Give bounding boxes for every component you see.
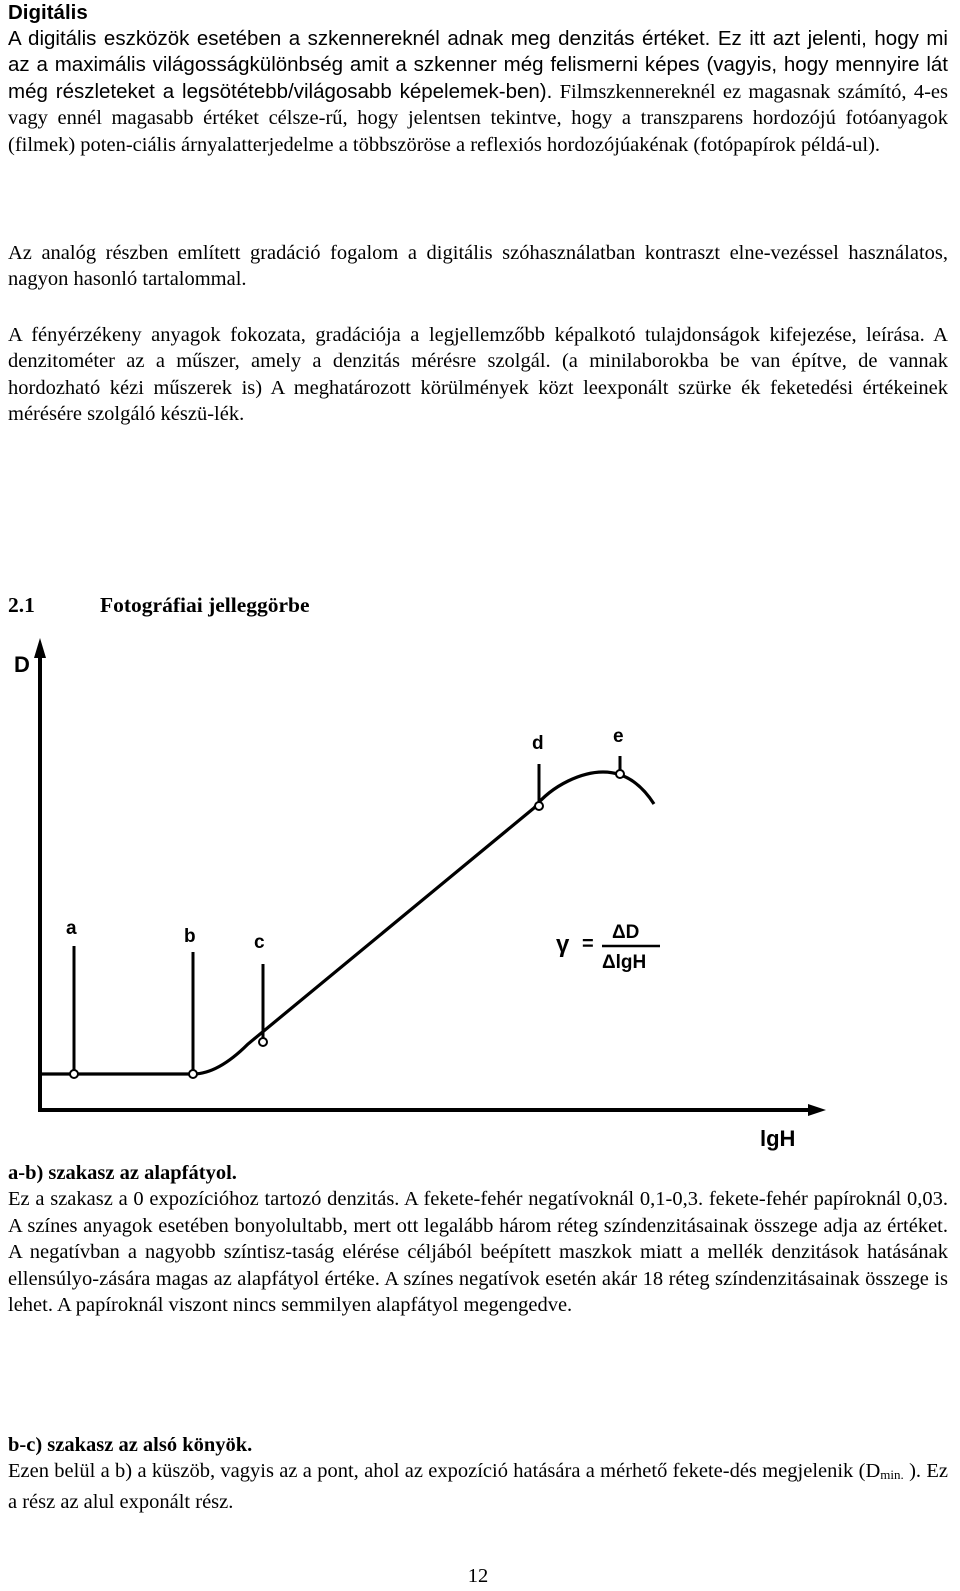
section-also-konyok (8, 1432, 948, 1515)
intro-text-serif: Filmszkennereknél ez magasnak számító, 4-es vagy ennél magasabb értéket célsze-rű, hogy jelentsen tekintve, hogy a transzparens hordozójú fotóanyagok (filmek) poten-ciális árnyalatterjedelme a többszöröse a reflexiós hordozójúakénak (fotópapírok példá-ul). (8, 80, 949, 156)
paragraph-bc: Ezen belül a b) a küszöb, vagyis az a pont, ahol az expozíció hatására a mérhető fekete-dés megjelenik (Dmin. ). Ez a rész az alul exponált rész. (8, 1460, 948, 1513)
point-c (259, 1038, 267, 1046)
paragraph-ab: Ez a szakasz a 0 expozícióhoz tartozó denzitás. A fekete-fehér negatívoknál 0,1-0,3. fekete-fehér papíroknál 0,03. A színes anyagok esetében bonyolultabb, mert ott legalább három réteg színdenzitásainak összege adja az értéket. A negatívban a nagyobb színtisz-taság elérése céljából beépített maszkok miatt a mellék denzitások hatásának ellensúlyo-zására magas az alapfátyol értéke. A színes negatívok esetén akár 18 réteg színdenzitásainak összege is lehet. A papíroknál viszont nincs semmilyen alapfátyol megengedve. (8, 1188, 948, 1317)
characteristic-curve-chart (8, 634, 828, 1154)
point-label-d: d (532, 733, 544, 754)
characteristic-curve-line (40, 772, 654, 1074)
section-title-digitalis: Digitális (8, 1, 88, 24)
point-b (189, 1070, 197, 1078)
paragraph-gradation: Az analóg részben említett gradáció fogalom a digitális szóhasználatban kontraszt elne-vezéssel használatos, nagyon hasonló tartalommal. (8, 242, 948, 291)
section-number: 2.1 (8, 593, 35, 617)
x-axis-label: lgH (760, 1126, 796, 1151)
heading-bc: b-c) szakasz az alsó könyök. (8, 1434, 253, 1456)
formula-denominator: ΔlgH (602, 952, 647, 973)
y-axis-label: D (14, 652, 30, 677)
section-alapfatyol (8, 1160, 948, 1318)
point-a (70, 1070, 78, 1078)
point-e (616, 770, 624, 778)
x-axis (38, 1104, 826, 1116)
page-number: 12 (467, 1565, 489, 1587)
paragraph-densitometer: A fényérzékeny anyagok fokozata, gradációja a legjellemzőbb képalkotó tulajdonságok kifejezése, leírása. A denzitométer az a műszer, amely a denzitás mérésre szolgál. (a minilaborokba be van építve, de vannak hordozható kézi műszerek is) A meghatározott körülmények közt leexponált szürke ék feketedési értékeinek mérésére szolgáló készü-lék. (8, 324, 948, 426)
point-label-c: c (254, 932, 265, 953)
formula-equals: = (582, 933, 594, 955)
section-title: Fotográfiai jelleggörbe (100, 593, 310, 617)
point-label-e: e (613, 726, 624, 747)
heading-ab: a-b) szakasz az alapfátyol. (8, 1162, 237, 1184)
gamma-formula (556, 922, 660, 973)
point-label-a: a (66, 918, 77, 939)
dmin-subscript: min. (880, 1467, 904, 1483)
formula-numerator: ΔD (612, 922, 640, 943)
intro-text-sans: A digitális eszközök esetében a szkennereknél adnak meg denzitás értéket. Ez itt azt jelenti, hogy mi az a maximális világosságkülönbség amit a szkenner még felismerni képes (vagyis, hogy mennyire lát még részleteket a legsötétebb/világosabb képelemek-ben). (8, 27, 948, 103)
y-axis (34, 638, 46, 1112)
paragraph-digital-intro (8, 26, 948, 158)
formula-gamma: γ (556, 931, 570, 958)
point-d (535, 802, 543, 810)
point-label-b: b (184, 926, 196, 947)
section-heading-characteristic-curve (8, 592, 310, 618)
